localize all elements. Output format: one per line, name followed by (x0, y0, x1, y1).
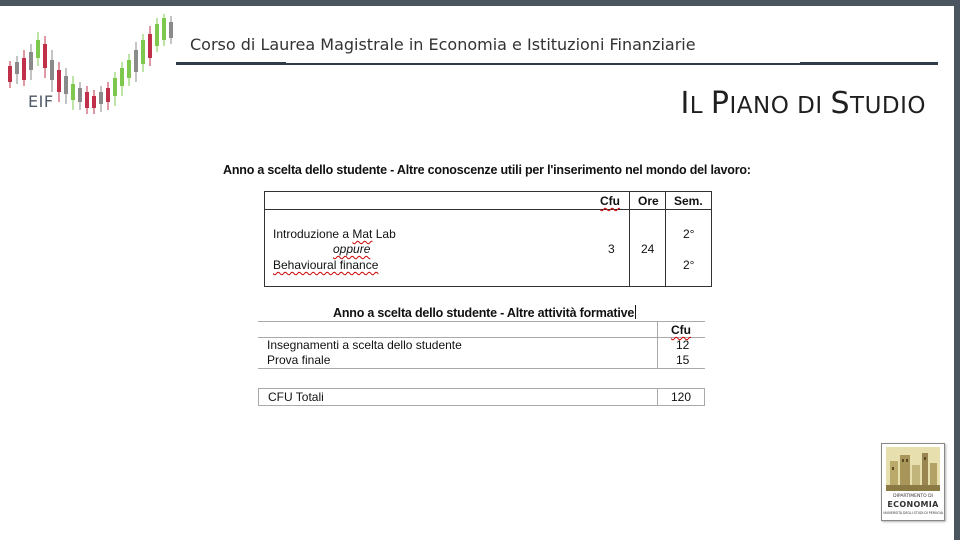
course-title: Corso di Laurea Magistrale in Economia e Istituzioni Finanziarie (190, 35, 696, 54)
candlestick-logo-graphic (0, 6, 180, 126)
table2-heading: Anno a scelta dello studente - Altre attività formative (333, 306, 635, 320)
header-rule-accent-left (176, 62, 286, 65)
totals-value: 120 (671, 390, 692, 404)
table2-line (258, 368, 705, 369)
department-logo (881, 443, 945, 521)
brand-label: EIF (28, 92, 54, 111)
table1-divider (665, 192, 666, 286)
totals-divider (657, 389, 658, 405)
table1 (264, 191, 712, 287)
table1-cfu-value: 3 (608, 242, 615, 256)
table1-ore-value: 24 (641, 242, 655, 256)
table1-heading: Anno a scelta dello studente - Altre conoscenze utili per l'inserimento nel mondo del lavoro: (223, 163, 751, 177)
table2-row-cfu: 12 (676, 338, 690, 352)
city-emblem-icon (886, 447, 940, 491)
header-rule-accent-right (800, 62, 938, 65)
table1-col-cfu: Cfu (600, 194, 620, 208)
table2-divider (657, 321, 658, 369)
table1-sem-value: 2° (683, 227, 695, 241)
table1-course1: Introduzione a Mat Lab (273, 227, 396, 241)
text-cursor (635, 305, 636, 319)
table1-course2: Behavioural finance (273, 258, 379, 272)
totals-border (258, 389, 259, 405)
logo-line1: DIPARTIMENTO DI (893, 494, 933, 499)
logo-line2: ECONOMIA (887, 500, 939, 509)
table1-divider (629, 192, 630, 286)
totals-label: CFU Totali (268, 390, 324, 404)
table2 (258, 321, 705, 369)
table2-col-cfu: Cfu (671, 323, 691, 337)
logo-line3: UNIVERSITÀ DEGLI STUDI DI PERUGIA (883, 511, 943, 515)
table1-col-sem: Sem. (674, 194, 703, 208)
totals-border (704, 389, 705, 405)
table1-sem-value: 2° (683, 258, 695, 272)
table2-row-label: Prova finale (267, 353, 331, 367)
slide (0, 6, 954, 540)
table1-header-line (265, 209, 711, 210)
table1-col-ore: Ore (638, 194, 659, 208)
table2-row-label: Insegnamenti a scelta dello studente (267, 338, 462, 352)
totals-row (258, 388, 705, 406)
table2-line (258, 321, 705, 322)
table2-row-cfu: 15 (676, 353, 690, 367)
page-title: IL PIANO DI STUDIO (680, 86, 926, 121)
table1-oppure: oppure (333, 242, 371, 256)
